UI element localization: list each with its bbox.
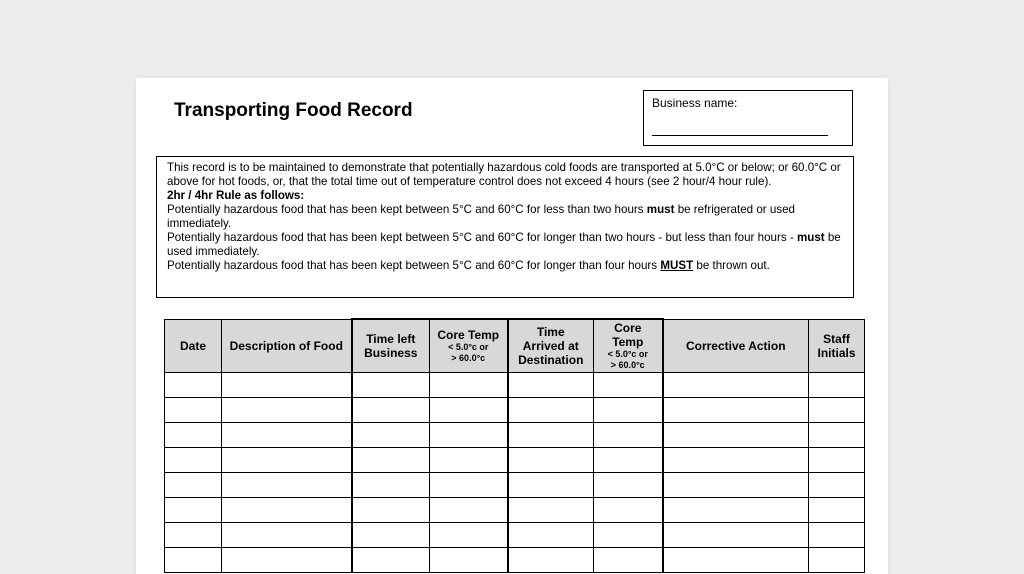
date-cell[interactable] xyxy=(165,473,222,498)
corrective-action-cell[interactable] xyxy=(663,373,809,398)
business-name-label: Business name: xyxy=(652,96,738,110)
core-temp-departure-cell[interactable] xyxy=(430,373,508,398)
core-temp-arrival-cell[interactable] xyxy=(594,448,663,473)
instructions-intro: This record is to be maintained to demonstrate that potentially hazardous cold foods are transported at 5.0°C or below; or 60.0°C or above for hot foods, or, that the total time out of temperature control does not exceed 4 hours (see 2 hour/4 hour rule). xyxy=(167,161,841,188)
table-row xyxy=(165,473,865,498)
rule-2 xyxy=(167,231,843,259)
core-temp-arrival-cell[interactable] xyxy=(594,548,663,573)
corrective-action-cell[interactable] xyxy=(663,398,809,423)
description-cell[interactable] xyxy=(222,473,352,498)
rule-3-text-b: be thrown out. xyxy=(693,259,770,272)
business-name-box xyxy=(643,90,853,146)
corrective-action-cell[interactable] xyxy=(663,473,809,498)
rule-1 xyxy=(167,203,843,231)
corrective-action-cell[interactable] xyxy=(663,523,809,548)
date-cell[interactable] xyxy=(165,498,222,523)
description-cell[interactable] xyxy=(222,548,352,573)
table-header-row xyxy=(165,319,865,373)
core-temp-arrival-cell[interactable] xyxy=(594,523,663,548)
rule-2-emphasis: must xyxy=(796,231,825,244)
staff-initials-cell[interactable] xyxy=(809,473,865,498)
core-temp-departure-cell[interactable] xyxy=(430,473,508,498)
rule-3 xyxy=(167,259,843,273)
header-staff-initials: Staff Initials xyxy=(809,319,865,373)
staff-initials-cell[interactable] xyxy=(809,373,865,398)
time-arrived-cell[interactable] xyxy=(508,423,594,448)
time-left-cell[interactable] xyxy=(352,373,430,398)
core-temp-arrival-cell[interactable] xyxy=(594,398,663,423)
staff-initials-cell[interactable] xyxy=(809,523,865,548)
business-name-field[interactable] xyxy=(652,135,828,136)
time-arrived-cell[interactable] xyxy=(508,373,594,398)
time-arrived-cell[interactable] xyxy=(508,498,594,523)
time-arrived-cell[interactable] xyxy=(508,523,594,548)
description-cell[interactable] xyxy=(222,373,352,398)
core-temp-departure-cell[interactable] xyxy=(430,398,508,423)
core-temp-departure-cell[interactable] xyxy=(430,448,508,473)
rule-heading xyxy=(167,189,843,203)
time-left-cell[interactable] xyxy=(352,423,430,448)
date-cell[interactable] xyxy=(165,423,222,448)
table-row xyxy=(165,398,865,423)
core-temp-departure-cell[interactable] xyxy=(430,548,508,573)
header-core-temp-departure: Core Temp < 5.0°c or > 60.0°c xyxy=(430,319,508,373)
staff-initials-cell[interactable] xyxy=(809,423,865,448)
description-cell[interactable] xyxy=(222,423,352,448)
time-left-cell[interactable] xyxy=(352,473,430,498)
rule-2-text-b: be used immediately. xyxy=(167,231,841,258)
header-description: Description of Food xyxy=(222,319,352,373)
header-date: Date xyxy=(165,319,222,373)
core-temp-arrival-cell[interactable] xyxy=(594,373,663,398)
time-left-cell[interactable] xyxy=(352,523,430,548)
corrective-action-cell[interactable] xyxy=(663,498,809,523)
table-row xyxy=(165,373,865,398)
page-title: Transporting Food Record xyxy=(174,100,413,121)
corrective-action-cell[interactable] xyxy=(663,423,809,448)
staff-initials-cell[interactable] xyxy=(809,448,865,473)
time-left-cell[interactable] xyxy=(352,498,430,523)
date-cell[interactable] xyxy=(165,398,222,423)
core-temp-departure-cell[interactable] xyxy=(430,523,508,548)
instructions-box xyxy=(156,156,854,298)
staff-initials-cell[interactable] xyxy=(809,498,865,523)
time-left-cell[interactable] xyxy=(352,448,430,473)
time-arrived-cell[interactable] xyxy=(508,448,594,473)
staff-initials-cell[interactable] xyxy=(809,398,865,423)
description-cell[interactable] xyxy=(222,498,352,523)
table-row xyxy=(165,548,865,573)
rule-3-emphasis: MUST xyxy=(660,259,694,272)
table-row xyxy=(165,448,865,473)
description-cell[interactable] xyxy=(222,523,352,548)
rule-1-emphasis: must xyxy=(646,203,675,216)
rule-2-text-a: Potentially hazardous food that has been kept between 5°C and 60°C for longer than two hours - but less than four hours - xyxy=(167,231,797,244)
time-arrived-cell[interactable] xyxy=(508,473,594,498)
core-temp-arrival-cell[interactable] xyxy=(594,498,663,523)
document-page xyxy=(136,78,888,574)
core-temp-departure-cell[interactable] xyxy=(430,498,508,523)
staff-initials-cell[interactable] xyxy=(809,548,865,573)
date-cell[interactable] xyxy=(165,373,222,398)
transport-log-table xyxy=(164,318,865,573)
rule-3-text-a: Potentially hazardous food that has been kept between 5°C and 60°C for longer than four hours xyxy=(167,259,661,272)
header-core-temp-arrival: Core Temp < 5.0°c or > 60.0°c xyxy=(594,319,663,373)
time-arrived-cell[interactable] xyxy=(508,548,594,573)
corrective-action-cell[interactable] xyxy=(663,548,809,573)
table-body xyxy=(165,373,865,573)
header-time-arrived: Time Arrived at Destination xyxy=(508,319,594,373)
core-temp-arrival-cell[interactable] xyxy=(594,423,663,448)
description-cell[interactable] xyxy=(222,398,352,423)
rule-1-text-a: Potentially hazardous food that has been kept between 5°C and 60°C for less than two hours xyxy=(167,203,647,216)
description-cell[interactable] xyxy=(222,448,352,473)
time-arrived-cell[interactable] xyxy=(508,398,594,423)
corrective-action-cell[interactable] xyxy=(663,448,809,473)
date-cell[interactable] xyxy=(165,448,222,473)
table-row xyxy=(165,498,865,523)
date-cell[interactable] xyxy=(165,523,222,548)
header-corrective-action: Corrective Action xyxy=(663,319,809,373)
rule-1-text-b: be refrigerated or used immediately. xyxy=(167,203,795,230)
core-temp-arrival-cell[interactable] xyxy=(594,473,663,498)
time-left-cell[interactable] xyxy=(352,548,430,573)
header-time-left: Time left Business xyxy=(352,319,430,373)
table-row xyxy=(165,423,865,448)
time-left-cell[interactable] xyxy=(352,398,430,423)
table-row xyxy=(165,523,865,548)
core-temp-departure-cell[interactable] xyxy=(430,423,508,448)
date-cell[interactable] xyxy=(165,548,222,573)
rule-heading-text: 2hr / 4hr Rule as follows: xyxy=(167,189,305,202)
